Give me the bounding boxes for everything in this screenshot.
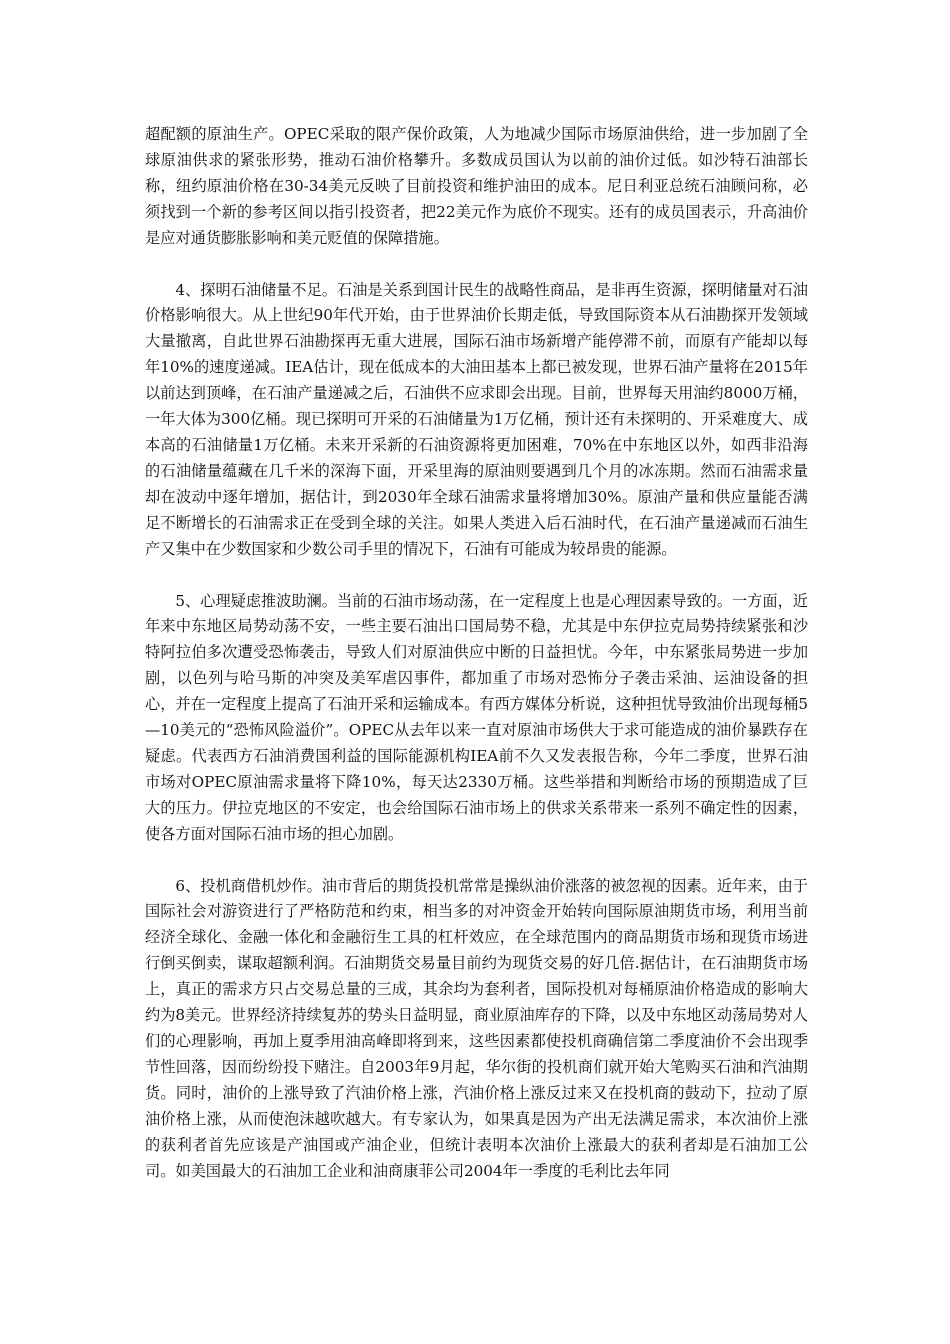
- paragraph-opec-policy: 超配额的原油生产。OPEC采取的限产保价政策，人为地减少国际市场原油供给，进一步加剧了全球原油供求的紧张形势，推动石油价格攀升。多数成员国认为以前的油价过低。如沙特石油部长称，纽约原油价格在30-34美元反映了目前投资和维护油田的成本。尼日利亚总统石油顾问称，必须找到一个新的参考区间以指引投资者，把22美元作为底价不现实。还有的成员国表示，升高油价是应对通货膨胀影响和美元贬值的保障措施。: [145, 125, 808, 247]
- paragraph-oil-reserves: 4、探明石油储量不足。石油是关系到国计民生的战略性商品，是非再生资源，探明储量对石油价格影响很大。从上世纪90年代开始，由于世界油价长期走低，导致国际资本从石油勘探开发领域大量撤离，自此世界石油勘探再无重大进展，国际石油市场新增产能停滞不前，而原有产能却以每年10%的速度递减。IEA估计，现在低成本的大油田基本上都已被发现，世界石油产量将在2015年以前达到顶峰，在石油产量递减之后，石油供不应求即会出现。目前，世界每天用油约8000万桶，一年大体为300亿桶。现已探明可开采的石油储量为1万亿桶，预计还有未探明的、开采难度大、成本高的石油储量1万亿桶。未来开采新的石油资源将更加困难，70%在中东地区以外，如西非沿海的石油储量蕴藏在几千米的深海下面，开采里海的原油则要遇到几个月的冰冻期。然而石油需求量却在波动中逐年增加，据估计，到2030年全球石油需求量将增加30%。原油产量和供应量能否满足不断增长的石油需求正在受到全球的关注。如果人类进入后石油时代，在石油产量递减而石油生产又集中在少数国家和少数公司手里的情况下，石油有可能成为较昂贵的能源。: [145, 280, 808, 558]
- paragraph-psychological-factors: 5、心理疑虑推波助澜。当前的石油市场动荡，在一定程度上也是心理因素导致的。一方面，近年来中东地区局势动荡不安，一些主要石油出口国局势不稳，尤其是中东伊拉克局势持续紧张和沙特阿拉伯多次遭受恐怖袭击，导致人们对原油供应中断的日益担忧。今年，中东紧张局势进一步加剧，以色列与哈马斯的冲突及美军虐囚事件，都加重了市场对恐怖分子袭击采油、运油设备的担心，并在一定程度上提高了石油开采和运输成本。有西方媒体分析说，这种担忧导致油价出现每桶5—10美元的“恐怖风险溢价”。OPEC从去年以来一直对原油市场供大于求可能造成的油价暴跌存在疑虑。代表西方石油消费国利益的国际能源机构IEA前不久又发表报告称，今年二季度，世界石油市场对OPEC原油需求量将下降10%，每天达2330万桶。这些举措和判断给市场的预期造成了巨大的压力。伊拉克地区的不安定，也会给国际石油市场上的供求关系带来一系列不确定性的因素，使各方面对国际石油市场的担心加剧。: [145, 591, 808, 843]
- paragraph-speculation: 6、投机商借机炒作。油市背后的期货投机常常是操纵油价涨落的被忽视的因素。近年来，由于国际社会对游资进行了严格防范和约束，相当多的对冲资金开始转向国际原油期货市场，利用当前经济全球化、金融一体化和金融衍生工具的杠杆效应，在全球范围内的商品期货市场和现货市场进行倒买倒卖，谋取超额利润。石油期货交易量目前约为现货交易的好几倍.据估计，在石油期货市场上，真正的需求方只占交易总量的三成，其余均为套利者，国际投机对每桶原油价格造成的影响大约为8美元。世界经济持续复苏的势头日益明显，商业原油库存的下降，以及中东地区动荡局势对人们的心理影响，再加上夏季用油高峰即将到来，这些因素都使投机商确信第二季度油价不会出现季节性回落，因而纷纷投下赌注。自2003年9月起，华尔街的投机商们就开始大笔购买石油和汽油期货。同时，油价的上涨导致了汽油价格上涨，汽油价格上涨反过来又在投机商的鼓动下，拉动了原油价格上涨，从而使泡沫越吹越大。有专家认为，如果真是因为产出无法满足需求，本次油价上涨的获利者首先应该是产油国或产油企业，但统计表明本次油价上涨最大的获利者却是石油加工公司。如美国最大的石油加工企业和油商康菲公司2004年一季度的毛利比去年同: [145, 876, 808, 1180]
- document-body: [145, 122, 808, 1184]
